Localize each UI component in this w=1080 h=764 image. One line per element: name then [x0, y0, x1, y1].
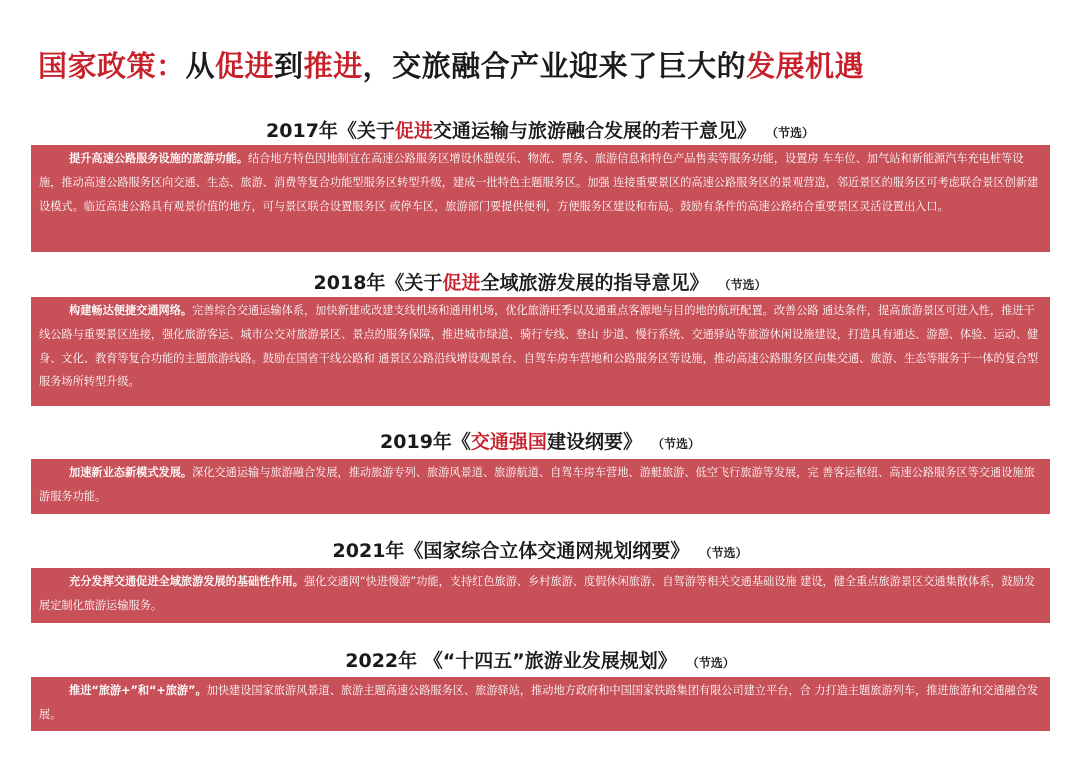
excerpt-body: 完善综合交通运输体系，加快新建或改建支线机场和通用机场，优化旅游旺季以及通重点客源地与目的地的航班配置。改善公路 通达条件，提高旅游景区可进入性，推进干线公路与重要景区连接，强化旅游客运、城市公交对旅游景区、景点的服务保障，推进城市绿道、骑行专线、登山 步道、慢行系统、交通驿站等旅游休闲设施建设，打造具有通达、游憩、体验、运动、健身、文化、教育等复合功能的主题旅游线路。鼓励在国省干线公路和 通景区公路沿线增设观景台、自驾车房车营地和公路服务区等设施，推动高速公路服务区向集交通、旅游、生态等服务于一体的复合型服务场所转型升级。: [39, 304, 1039, 389]
title-part: 从: [185, 49, 216, 83]
excerpt-lead: 构建畅达便捷交通网络。: [69, 304, 193, 317]
policy-excerpt-2021: [31, 568, 1050, 623]
excerpt-lead: 充分发挥交通促进全域旅游发展的基础性作用。: [69, 575, 304, 588]
excerpt-body: 结合地方特色因地制宜在高速公路服务区增设休憩娱乐、物流、票务、旅游信息和特色产品售卖等服务功能，设置房 车车位、加气站和新能源汽车充电桩等设施，推动高速公路服务区向交通、生态、旅游、消费等复合功能型服务区转型升级，建成一批特色主题服务区。加强 连接重要景区的高速公路服务区的景观营造，邻近景区的服务区可考虑联合景区创新建设模式。临近高速公路具有观景价值的地方，可与景区联合设置服务区 或停车区，旅游部门要提供便利，方便服务区建设和布局。鼓励有条件的高速公路结合重要景区灵活设置出入口。: [39, 152, 1039, 213]
excerpt-body: 加快建设国家旅游风景道、旅游主题高速公路服务区、旅游驿站，推动地方政府和中国国家铁路集团有限公司建立平台，合 力打造主题旅游列车，推进旅游和交通融合发展。: [39, 684, 1039, 721]
title-part: 发展机遇: [746, 49, 865, 83]
policy-excerpt-2017: [31, 145, 1050, 252]
section-heading-2017: 2017年《关于促进交通运输与旅游融合发展的若干意见》 （节选）: [266, 120, 814, 142]
page-title: [38, 44, 864, 85]
excerpt-lead: 提升高速公路服务设施的旅游功能。: [69, 152, 249, 165]
excerpt-note: （节选）: [692, 656, 735, 670]
excerpt-body: 强化交通网“快进慢游”功能，支持红色旅游、乡村旅游、度假休闲旅游、自驾游等相关交通基础设施 建设，健全重点旅游景区交通集散体系，鼓励发展定制化旅游运输服务。: [39, 575, 1036, 612]
excerpt-lead: 推进“旅游+”和“+旅游”。: [69, 684, 207, 697]
excerpt-lead: 加速新业态新模式发展。: [69, 466, 193, 479]
section-heading-2021: 2021年《国家综合立体交通网规划纲要》 （节选）: [332, 540, 748, 562]
excerpt-body: 深化交通运输与旅游融合发展，推动旅游专列、旅游风景道、旅游航道、自驾车房车营地、游艇旅游、低空飞行旅游等发展，完 善客运枢纽、高速公路服务区等交通设施旅游服务功能。: [39, 466, 1035, 503]
excerpt-note: （节选）: [724, 278, 767, 292]
section-heading-2019: 2019年《交通强国建设纲要》 （节选）: [380, 431, 700, 453]
title-part: 推进: [303, 49, 363, 83]
excerpt-note: （节选）: [657, 437, 700, 451]
excerpt-note: （节选）: [771, 126, 814, 140]
title-part: ，交旅融合产业迎来了巨大的: [362, 49, 747, 83]
title-part: 到: [274, 49, 304, 83]
section-heading-2022: 2022年 《“十四五”旅游业发展规划》 （节选）: [345, 650, 735, 672]
title-part: 国家政策：: [38, 49, 186, 83]
title-part: 促进: [215, 49, 275, 83]
section-heading-2018: 2018年《关于促进全域旅游发展的指导意见》 （节选）: [313, 272, 767, 294]
policy-excerpt-2019: [31, 459, 1050, 514]
policy-excerpt-2018: [31, 297, 1050, 406]
policy-excerpt-2022: [31, 677, 1050, 731]
excerpt-note: （节选）: [705, 546, 748, 560]
